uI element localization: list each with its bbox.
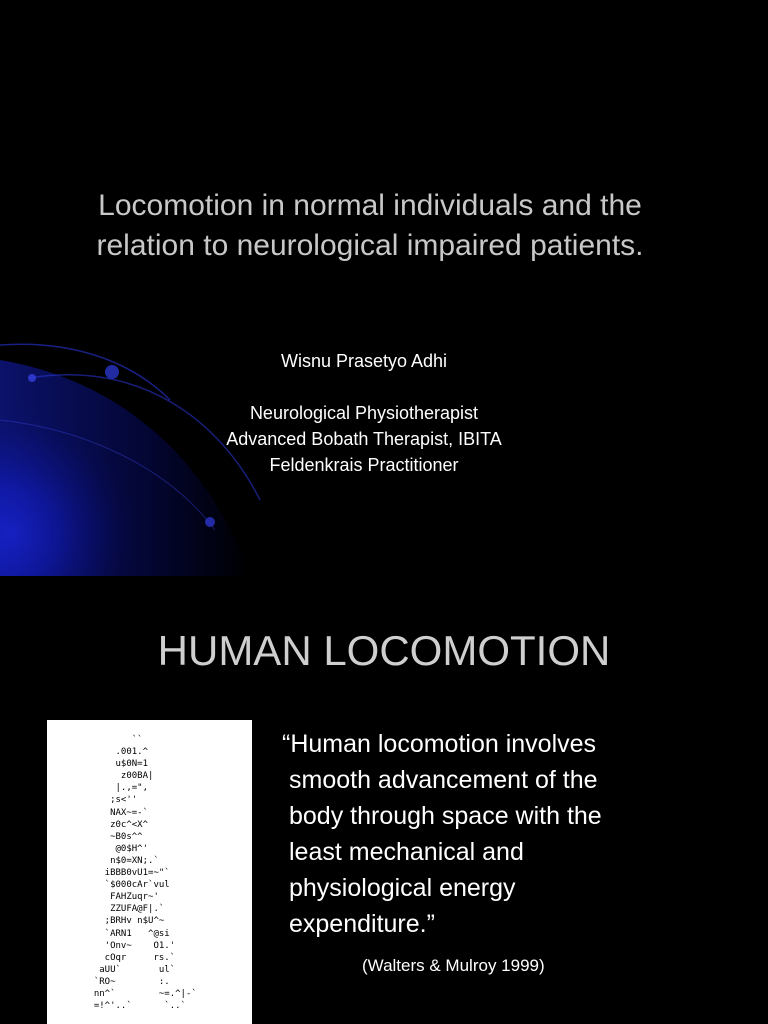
quote-line-2: smooth advancement of the xyxy=(289,766,598,794)
credential-1: Neurological Physiotherapist xyxy=(249,403,479,423)
quote-line-1: “Human locomotion involves xyxy=(282,730,597,758)
slide-title: HUMAN LOCOMOTION xyxy=(157,627,611,674)
credential-3: Feldenkrais Practitioner xyxy=(269,455,459,475)
content-slide xyxy=(0,576,768,1024)
ascii-art-text: `` .001.^ u$0N=1 z00BA| |.,=", ;s<'' NAX~=-` z0c^<X^ ~B0s^^ @0$H^' n$0=XN;.` iBBB0vU1=~"` `$000cAr`vul FAHZuqr~' ZZUFA@F|.` ;BRHv n$U^~ `ARN1 ^@si 'Onv~ O1.' cOqr rs.` aUU` ul` `RO~ :. nn^` ~=.^|-` =!^'..` `..` xyxy=(93,735,197,1012)
credential-2: Advanced Bobath Therapist, IBITA xyxy=(226,429,502,449)
author-block xyxy=(0,348,728,478)
author-name: Wisnu Prasetyo Adhi xyxy=(280,351,448,371)
spacer xyxy=(0,374,728,400)
quote-line-4: least mechanical and xyxy=(289,838,524,866)
presentation-title xyxy=(0,186,740,266)
title-line-2: relation to neurological impaired patients. xyxy=(96,229,644,262)
ascii-walking-figure xyxy=(47,720,252,1024)
title-line-1: Locomotion in normal individuals and the xyxy=(98,189,642,222)
quote-line-6: expenditure.” xyxy=(289,910,435,938)
quote-line-5: physiological energy xyxy=(289,874,516,902)
quote-citation: (Walters & Mulroy 1999) xyxy=(362,956,545,975)
definition-quote xyxy=(282,726,742,942)
quote-line-3: body through space with the xyxy=(289,802,602,830)
